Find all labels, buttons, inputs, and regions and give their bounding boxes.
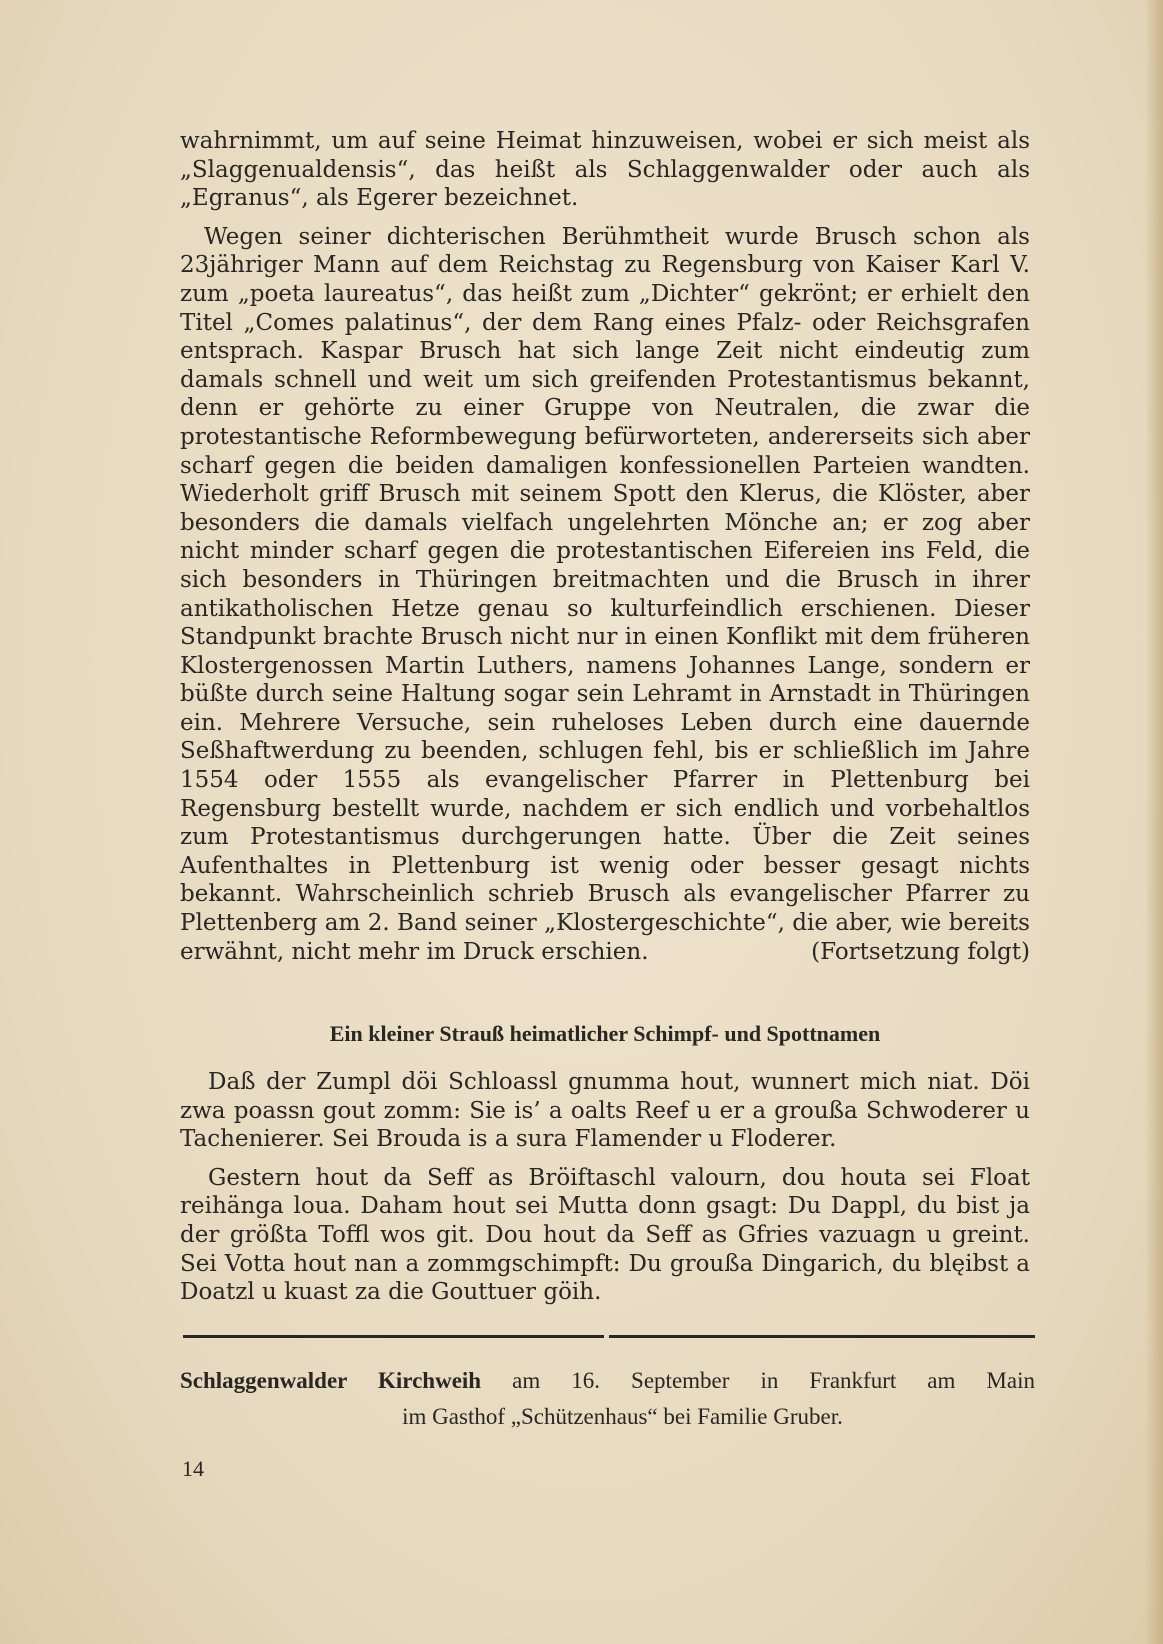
article-paragraph-1: wahrnimmt, um auf seine Heimat hinzuweisen, wobei er sich meist als „Slaggenualdensis“, das heißt als Schlaggenwalder oder auch als „Egranus“, als Egerer bezeichnet. bbox=[180, 128, 1030, 212]
page-number: 14 bbox=[182, 1456, 204, 1481]
notice-line-1-rest: am 16. September in Frankfurt am Main bbox=[481, 1368, 1035, 1393]
article-body bbox=[180, 127, 1030, 976]
article-paragraph-2 bbox=[180, 223, 1030, 966]
section-paragraph-1: Daß der Zumpl döi Schloassl gnumma hout, wunnert mich niat. Döi zwa poassn gout zomm: Sie is’ a oalts Reef u er a groußa Schwoderer u Tachenierer. Sei Brouda is a sura Flamender u Floderer. bbox=[180, 1069, 1030, 1153]
divider-rule bbox=[183, 1335, 1035, 1338]
continued-note: (Fortsetzung folgt) bbox=[811, 938, 1030, 965]
event-notice bbox=[180, 1363, 1035, 1435]
section-body bbox=[180, 1068, 1030, 1317]
article-paragraph-2-text: Wegen seiner dichterischen Berühmtheit wurde Brusch schon als 23jähriger Mann auf dem Reichstag zu Regensburg von Kaiser Karl V. zum „poeta laureatus“, das heißt zum „Dichter“ gekrönt; er erhielt den Titel „Comes palatinus“, der dem Rang eines Pfalz- oder Reichsgrafen entsprach. Kaspar Brusch hat sich lange Zeit nicht eindeutig zum damals schnell und weit um sich greifenden Protestantismus bekannt, denn er gehörte zu einer Gruppe von Neutralen, die zwar die protestantische Reformbewegung befürworteten, andererseits sich aber scharf gegen die beiden damaligen konfessionellen Parteien wandten. Wiederholt griff Brusch mit seinem Spott den Klerus, die Klöster, aber besonders die damals vielfach ungelehrten Mönche an; er zog aber nicht minder scharf gegen die protestantischen Eifereien ins Feld, die sich besonders in Thüringen breitmachten und die Brusch in ihrer antikatholischen Hetze genau so kulturfeindlich erschienen. Dieser Standpunkt brachte Brusch nicht nur in einen Konflikt mit dem früheren Klostergenossen Martin Luthers, namens Johannes Lange, sondern er büßte durch seine Haltung sogar sein Lehramt in Arnstadt in Thüringen ein. Mehrere Versuche, sein ruheloses Leben durch eine dauernde Seßhaftwerdung zu beenden, schlugen fehl, bis er schließlich im Jahre 1554 oder 1555 als evangelischer Pfarrer in Plettenburg bei Regensburg bestellt wurde, nachdem er sich endlich und vorbehaltlos zum Protestantismus durchgerungen hatte. Über die Zeit seines Aufenthaltes in Plettenburg ist wenig oder besser gesagt nichts bekannt. Wahrscheinlich schrieb Brusch als evangelischer Pfarrer zu Plettenberg am 2. Band seiner „Klostergeschichte“, die aber, wie bereits erwähnt, nicht mehr im Druck erschien. bbox=[180, 223, 1030, 965]
notice-line-1 bbox=[180, 1363, 1035, 1399]
section-heading: Ein kleiner Strauß heimatlicher Schimpf- und Spottnamen bbox=[329, 1021, 881, 1046]
notice-title: Schlaggenwalder Kirchweih bbox=[180, 1368, 482, 1393]
section-paragraph-2: Gestern hout da Seff as Bröiftaschl valourn, dou houta sei Float reihänga loua. Daham hout sei Mutta donn gsagt: Du Dappl, du bist ja der größta Toffl wos git. Dou hout da Seff as Gfries vazuagn u greint. Sei Votta hout nan a zommgschimpft: Du groußa Dingarich, du blęibst a Doatzl u kuast za die Gouttuer göih. bbox=[180, 1164, 1030, 1306]
notice-line-2: im Gasthof „Schützenhaus“ bei Familie Gruber. bbox=[402, 1404, 843, 1429]
